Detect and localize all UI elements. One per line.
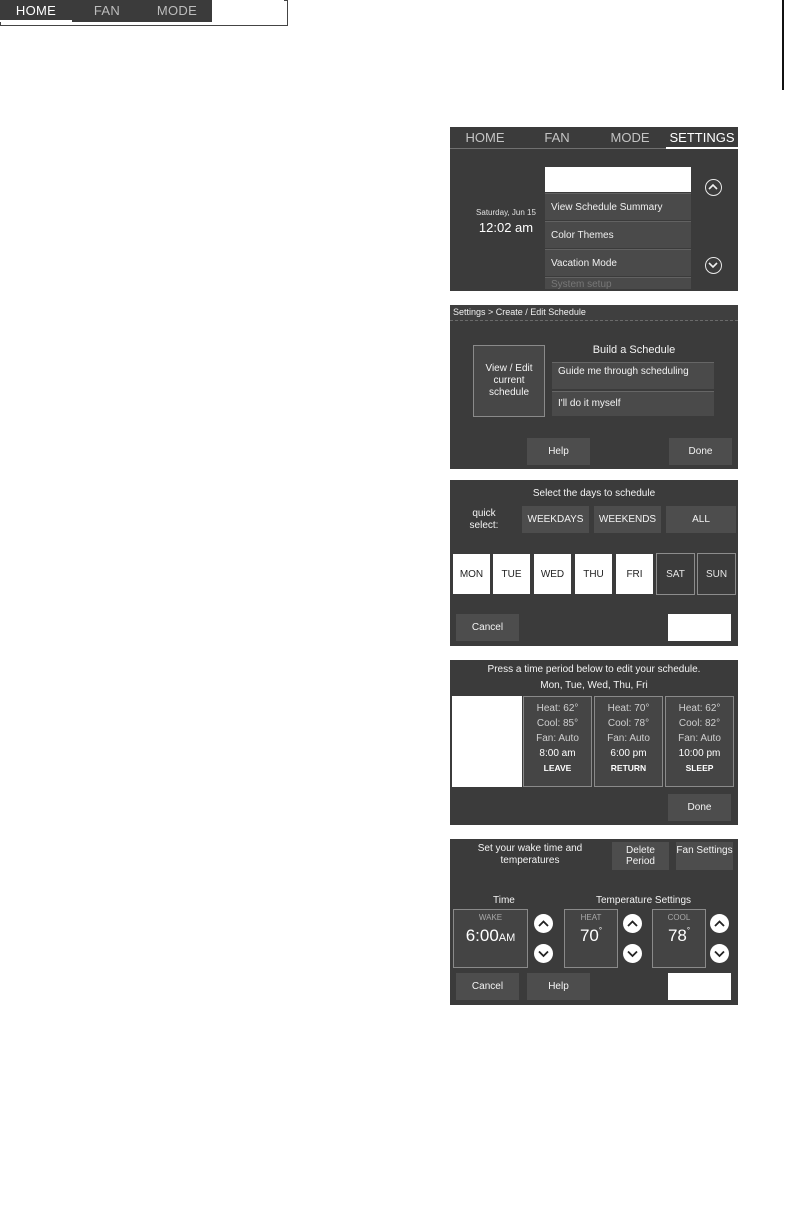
- tab-home[interactable]: HOME: [0, 0, 72, 22]
- chevron-down-icon: [708, 260, 718, 270]
- chevron-up-icon: [708, 182, 718, 192]
- time-down-button[interactable]: [534, 944, 553, 963]
- tab-mode[interactable]: MODE: [142, 0, 212, 22]
- cool-setpoint-value: 78: [667, 926, 687, 945]
- cancel-button[interactable]: Cancel: [456, 973, 519, 1000]
- period-label: SLEEP: [685, 763, 714, 773]
- selected-days-line: Mon, Tue, Wed, Thu, Fri: [540, 680, 648, 691]
- period-heat: Heat: 62°: [678, 703, 721, 714]
- chevron-down-icon: [626, 947, 639, 960]
- done-button[interactable]: Done: [668, 794, 731, 821]
- wake-time-ampm: AM: [498, 932, 516, 944]
- view-edit-schedule-label: View / Edit current schedule: [485, 363, 533, 398]
- cool-degree-symbol: °: [686, 926, 691, 935]
- do-it-myself-option[interactable]: I'll do it myself: [552, 391, 714, 416]
- scroll-down-button[interactable]: [705, 257, 722, 274]
- heat-setpoint-value: 70: [579, 926, 599, 945]
- screen-wake-settings: [450, 839, 738, 1005]
- delete-period-button[interactable]: Delete Period: [612, 842, 669, 870]
- screen-home-tabs: [0, 0, 288, 26]
- quick-select-label: quick select:: [469, 508, 499, 531]
- tab-fan[interactable]: FAN: [72, 0, 142, 22]
- wake-time-display: [453, 909, 528, 968]
- day-sun[interactable]: SUN: [697, 553, 736, 595]
- period-heat: Heat: 70°: [607, 703, 650, 714]
- chevron-up-icon: [713, 917, 726, 930]
- period-time: 8:00 am: [539, 748, 576, 759]
- cool-setpoint-display: [652, 909, 706, 968]
- screen-edit-periods: [450, 660, 738, 825]
- edit-schedule-instruction: Press a time period below to edit your schedule.: [487, 664, 701, 675]
- tab-settings[interactable]: SETTINGS: [666, 127, 738, 149]
- current-time: 12:02 am: [478, 220, 534, 235]
- chevron-down-icon: [537, 947, 550, 960]
- next-button-blank[interactable]: [668, 614, 731, 641]
- day-fri[interactable]: FRI: [615, 553, 654, 595]
- period-time: 6:00 pm: [610, 748, 647, 759]
- period-cool: Cool: 85°: [536, 718, 579, 729]
- all-button[interactable]: ALL: [666, 506, 736, 533]
- select-days-title: Select the days to schedule: [532, 488, 656, 499]
- tab-home[interactable]: HOME: [465, 130, 505, 145]
- guide-me-option[interactable]: Guide me through scheduling: [552, 362, 714, 389]
- chevron-down-icon: [713, 947, 726, 960]
- menu-item-blank[interactable]: [545, 167, 691, 192]
- help-button[interactable]: Help: [527, 973, 590, 1000]
- fan-settings-button[interactable]: Fan Settings: [676, 842, 733, 870]
- period-cool: Cool: 78°: [607, 718, 650, 729]
- temperature-settings-label: Temperature Settings: [596, 895, 692, 906]
- day-sat[interactable]: SAT: [656, 553, 695, 595]
- screen-select-days: [450, 480, 738, 646]
- chevron-up-icon: [537, 917, 550, 930]
- screen-settings-menu: [450, 127, 738, 291]
- cool-up-button[interactable]: [710, 914, 729, 933]
- time-up-button[interactable]: [534, 914, 553, 933]
- nav-bar: [450, 127, 738, 149]
- period-fan: Fan: Auto: [607, 733, 650, 744]
- heat-degree-symbol: °: [598, 926, 603, 935]
- day-tue[interactable]: TUE: [492, 553, 531, 595]
- breadcrumb: Settings > Create / Edit Schedule: [450, 305, 738, 321]
- scroll-up-button[interactable]: [705, 179, 722, 196]
- menu-item-system-setup[interactable]: System setup: [545, 277, 691, 289]
- menu-item-vacation-mode[interactable]: Vacation Mode: [545, 249, 691, 276]
- period-fan: Fan: Auto: [678, 733, 721, 744]
- weekdays-button[interactable]: WEEKDAYS: [522, 506, 589, 533]
- tab-mode[interactable]: MODE: [610, 130, 650, 145]
- period-return[interactable]: [594, 696, 663, 787]
- build-schedule-title: Build a Schedule: [592, 344, 676, 356]
- wake-caption: WAKE: [478, 913, 503, 922]
- wake-settings-header: Set your wake time and temperatures: [477, 843, 583, 866]
- heat-setpoint-display: [564, 909, 618, 968]
- heat-caption: HEAT: [580, 913, 602, 922]
- current-date: Saturday, Jun 15: [476, 208, 536, 217]
- menu-item-view-schedule-summary[interactable]: View Schedule Summary: [545, 193, 691, 220]
- wake-time-value: 6:00: [465, 926, 499, 945]
- heat-down-button[interactable]: [623, 944, 642, 963]
- weekends-button[interactable]: WEEKENDS: [594, 506, 661, 533]
- time-label: Time: [493, 895, 515, 906]
- period-sleep[interactable]: [665, 696, 734, 787]
- period-leave[interactable]: [523, 696, 592, 787]
- day-thu[interactable]: THU: [574, 553, 613, 595]
- screen-create-edit-schedule: [450, 305, 738, 469]
- period-label: RETURN: [610, 763, 647, 773]
- help-button[interactable]: Help: [527, 438, 590, 465]
- tab-blank-area: [212, 0, 284, 22]
- period-wake-blank[interactable]: [452, 696, 522, 787]
- day-mon[interactable]: MON: [452, 553, 491, 595]
- heat-up-button[interactable]: [623, 914, 642, 933]
- period-cool: Cool: 82°: [678, 718, 721, 729]
- page-edge-line: [782, 0, 784, 90]
- day-wed[interactable]: WED: [533, 553, 572, 595]
- cancel-button[interactable]: Cancel: [456, 614, 519, 641]
- period-time: 10:00 pm: [678, 748, 721, 759]
- chevron-up-icon: [626, 917, 639, 930]
- period-label: LEAVE: [543, 763, 572, 773]
- menu-item-color-themes[interactable]: Color Themes: [545, 221, 691, 248]
- cool-caption: COOL: [667, 913, 691, 922]
- cool-down-button[interactable]: [710, 944, 729, 963]
- tab-fan[interactable]: FAN: [544, 130, 570, 145]
- done-button[interactable]: Done: [669, 438, 732, 465]
- view-edit-schedule-button[interactable]: [473, 345, 545, 417]
- next-button-blank[interactable]: [668, 973, 731, 1000]
- period-fan: Fan: Auto: [536, 733, 579, 744]
- period-heat: Heat: 62°: [536, 703, 579, 714]
